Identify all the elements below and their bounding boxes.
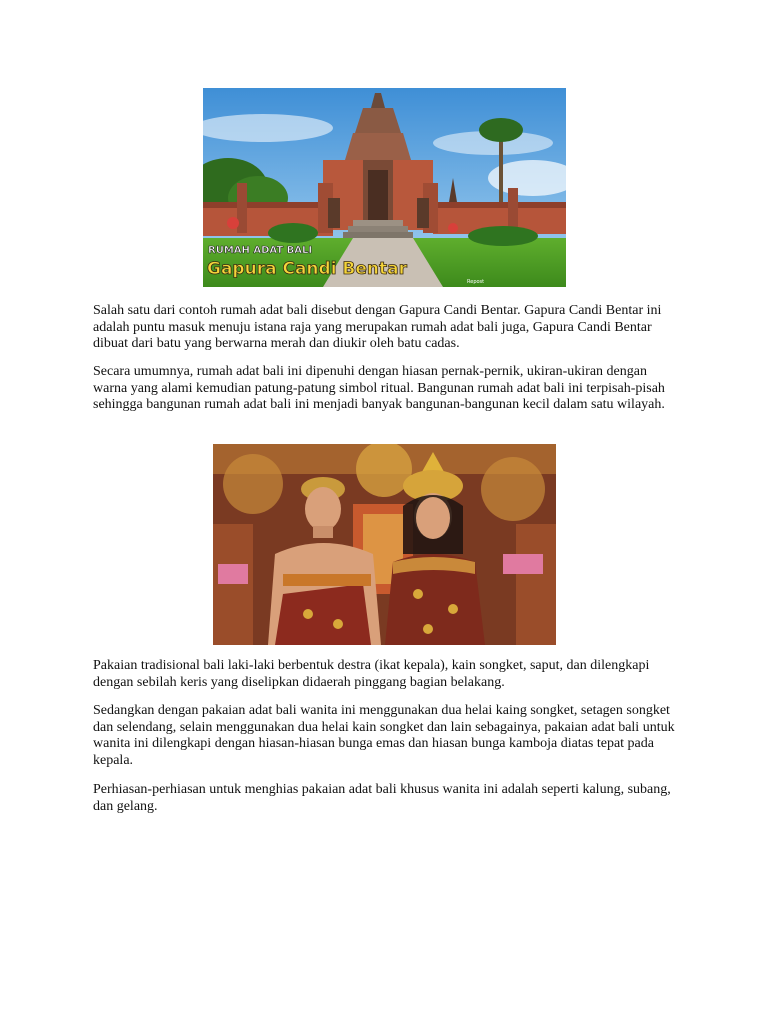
photo-caption-small: RUMAH ADAT BALI — [208, 245, 313, 256]
photo-watermark: Repost — [467, 279, 485, 285]
photo-caption-big: Gapura Candi Bentar — [207, 259, 408, 279]
paragraph-4: Sedangkan dengan pakaian adat bali wanita ini menggunakan dua helai kaing songket, setagen songket dan selendang, selain menggunakan dua helai kain songket dan lain sebagainya, pakaian adat bali untuk wanita ini dilengkapi dengan hiasan-hiasan bunga emas dan hiasan bunga kamboja diatas tepat pada kepala. — [93, 703, 675, 768]
paragraph-5: Perhiasan-perhiasan untuk menghias pakaian adat bali khusus wanita ini adalah seperti kalung, subang, dan gelang. — [93, 782, 671, 814]
paragraph-2: Secara umumnya, rumah adat bali ini dipenuhi dengan hiasan pernak-pernik, ukiran-ukiran dengan warna yang alami kemudian patung-patung simbol ritual. Bangunan rumah adat bali ini terpisah-pisah sehingga bangunan rumah adat bali ini menjadi banyak bangunan-bangunan kecil dalam satu wilayah. — [93, 364, 665, 412]
paragraph-3: Pakaian tradisional bali laki-laki berbentuk destra (ikat kepala), kain songket, saput, dan dilengkapi dengan sebilah keris yang diselipkan didaerah pinggang bagian belakang. — [93, 658, 650, 690]
temple-gate-photo — [203, 88, 566, 287]
paragraph-1: Salah satu dari contoh rumah adat bali disebut dengan Gapura Candi Bentar. Gapura Candi Bentar ini adalah puntu masuk menuju istana raja yang merupakan rumah adat bali juga, Gapura Candi Bentar dibuat dari batu yang berwarna merah dan diukir oleh batu cadas. — [93, 303, 662, 351]
balinese-couple-photo — [213, 444, 556, 645]
